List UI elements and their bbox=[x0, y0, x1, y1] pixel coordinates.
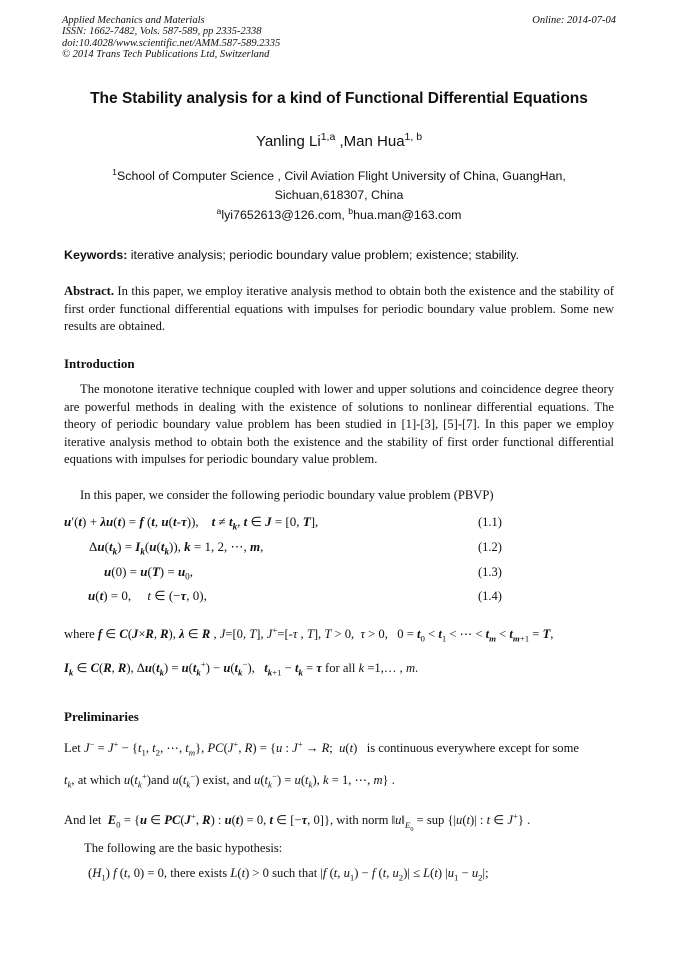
equation-1-1: u′(t) + λu(t) = f (t, u(t-τ)), $t \ne t_k$, t ∈ J = [0, T], bbox=[64, 514, 319, 532]
at-which-text: , at which bbox=[71, 773, 121, 787]
copyright-line: © 2014 Trans Tech Publications Ltd, Switzerland bbox=[62, 49, 270, 60]
equation-1-3-number: (1.3) bbox=[478, 565, 502, 579]
equation-1-3: $u(0) = u(T) = u_0$, bbox=[104, 564, 193, 582]
sup-word: sup bbox=[426, 813, 445, 827]
email-sep: , bbox=[341, 208, 349, 222]
such-that-text: such that bbox=[272, 866, 318, 880]
abstract-text: In this paper, we employ iterative analysis method to obtain both the existence and the stability of first order functional differential equations with impulses for periodic boundary value problem. Some new results are obtained. bbox=[64, 284, 614, 333]
email-a[interactable]: lyi7652613@126.com bbox=[221, 208, 342, 222]
issn-line: ISSN: 1662-7482, Vols. 587-589, pp 2335-2338 bbox=[62, 26, 262, 37]
k-range: =1,… , bbox=[367, 661, 403, 675]
affiliation bbox=[40, 167, 638, 205]
affiliation-line-1: School of Computer Science , Civil Aviation Flight University of China, GuangHan, bbox=[117, 169, 566, 183]
equation-1-2-number: (1.2) bbox=[478, 540, 502, 554]
and2-text: , and bbox=[226, 773, 251, 787]
equation-1-4-number: (1.4) bbox=[478, 589, 502, 603]
emails bbox=[40, 205, 638, 222]
authors bbox=[40, 133, 638, 150]
online-date: Online: 2014-07-04 bbox=[532, 15, 616, 26]
equation-1-2: $\Delta u(t_k) = I_k(u(t_k))$, k = 1, 2, ⋯, m, bbox=[89, 539, 264, 557]
introduction-heading: Introduction bbox=[64, 356, 135, 371]
preliminaries-heading: Preliminaries bbox=[64, 709, 139, 724]
where-line-2: $I_k$ ∈ C(R, R), $\Delta u(t_k) = u(t_k^+) - u(t_k^-)$, $t_{k+1} - t_k = \tau$ for all k =1,… , m. bbox=[64, 658, 419, 678]
and-let-word: And let bbox=[64, 813, 102, 827]
affiliation-sup: 1 bbox=[112, 166, 117, 177]
let-word: Let bbox=[64, 741, 81, 755]
where-word: where bbox=[64, 627, 95, 641]
with-norm-text: , with norm bbox=[330, 813, 389, 827]
there-exists-text: there exists bbox=[170, 866, 228, 880]
equation-1-1-number: (1.1) bbox=[478, 515, 502, 529]
introduction-para-2: In this paper, we consider the following periodic boundary value problem (PBVP) bbox=[80, 488, 494, 502]
author-1: Yanling Li bbox=[255, 133, 321, 150]
email-b-sup: b bbox=[348, 205, 354, 216]
introduction-para-1: The monotone iterative technique coupled with lower and upper solutions and coincidence degree theory are powerful methods in dealing with the existence of solutions to nonlinear differential equations. The theory of periodic boundary value problem has been studied in [1]-[3], [5]-[7]. In this paper we employ iterative analysis method to obtain both the existence and the stability of first order functional differential equations with impulses for periodic boundary value problem. bbox=[64, 382, 614, 466]
abstract bbox=[64, 283, 614, 336]
email-a-sup: a bbox=[216, 205, 222, 216]
author-2-sup: 1, b bbox=[404, 131, 423, 143]
keywords-label: Keywords: bbox=[64, 248, 128, 262]
for-all-word: for all bbox=[325, 661, 356, 675]
paper-title: The Stability analysis for a kind of Functional Differential Equations bbox=[90, 90, 588, 107]
continuous-text: is continuous everywhere except for some bbox=[366, 741, 579, 755]
author-2: Man Hua bbox=[343, 133, 405, 150]
author-sep: , bbox=[335, 133, 344, 150]
journal-name: Applied Mechanics and Materials bbox=[62, 15, 205, 26]
author-1-sup: 1,a bbox=[320, 131, 336, 143]
keywords bbox=[64, 248, 614, 262]
where-line-1: where f ∈ C(J×R, R), λ ∈ R , J=[0, T], J+=[-τ , T], T > 0, τ > 0, $0 = t_0 < t_1$ < ⋯ < $t_m < t_{m+1} = T$, bbox=[64, 624, 554, 644]
and-let-line: And let $E_0 = \{u$ ∈ PC(J+, R) : u(t) = 0, t ∈ [−τ, 0]}, with norm $‖u‖_{E_0}$ = sup {|u(t)| : t ∈ J+} . bbox=[64, 810, 531, 833]
email-b[interactable]: hua.man@163.com bbox=[353, 208, 462, 222]
at-which-line: $t_k$, at which $u(t_k^+)and$ $u(t_k^-)$ exist, and $u(t_k^-) = u(t_k)$, k = 1, ⋯, m} . bbox=[64, 770, 395, 790]
doi-line: doi:10.4028/www.scientific.net/AMM.587-589.2335 bbox=[62, 38, 281, 49]
hypothesis-h1: $(H_1)$ f (t, 0) = 0, there exists L(t) > 0 such that |f (t, $u_1) - f$ (t, $u_2)| \le L(t)$ $|u_1 - u_2|$; bbox=[88, 866, 489, 883]
affiliation-line-2: Sichuan,618307, China bbox=[274, 188, 404, 202]
exist-text: exist bbox=[202, 773, 227, 787]
and-text: and bbox=[151, 773, 170, 787]
hypothesis-intro: The following are the basic hypothesis: bbox=[84, 841, 283, 855]
equation-1-4: u(t) = 0, t ∈ (−τ, 0), bbox=[88, 588, 207, 603]
period: . bbox=[415, 661, 419, 675]
keywords-text: iterative analysis; periodic boundary value problem; existence; stability. bbox=[127, 248, 520, 262]
abstract-label: Abstract. bbox=[64, 284, 115, 298]
let-line: Let $J^- = J^+ - \{t_1$, $t_2$, ⋯, $t_m$}, PC(J+, R) = {u : J+ → R; u(t) is continuous everywhere except for some bbox=[64, 738, 579, 758]
